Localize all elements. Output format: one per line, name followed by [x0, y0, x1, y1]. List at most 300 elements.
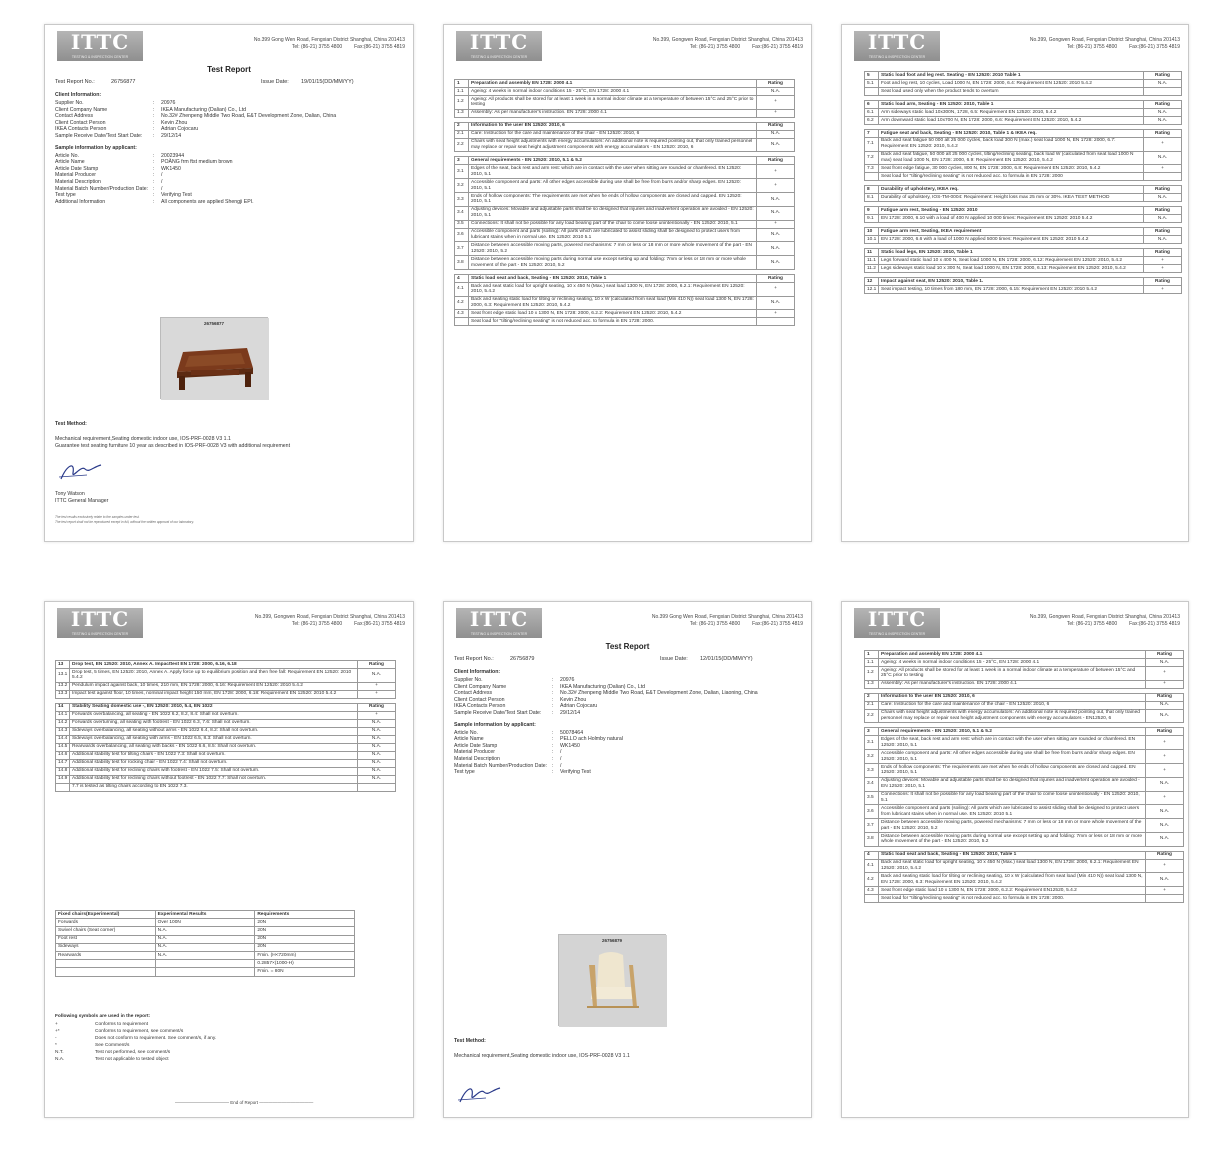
fax: Fax:(86-21) 3755 4819 [1129, 621, 1180, 627]
item-number: 1 [865, 651, 879, 659]
item-number: 4 [455, 274, 469, 282]
item-rating: N.A. [757, 193, 795, 207]
item-rating: + [757, 165, 795, 179]
column-header: Requirements [255, 911, 355, 919]
legend-symbol: - [55, 1036, 57, 1041]
item-number: 3.8 [865, 832, 879, 846]
table-row [865, 701, 1184, 709]
item-description: Static load foot and leg rest. Seating - EN 12520: 2010 Table 1 [879, 72, 1144, 80]
field-value: Kevin Zhou [560, 696, 587, 703]
item-number: 14.4 [56, 735, 70, 743]
item-rating: + [1146, 666, 1184, 680]
disclaimer [55, 515, 194, 524]
table-row [56, 735, 396, 743]
item-number: 14 [56, 703, 70, 711]
tel: Tel: (86-21) 3755 4800 [1066, 44, 1118, 50]
item-rating: N.A. [358, 775, 396, 783]
field-row [55, 172, 405, 179]
item-number: 12 [865, 278, 879, 286]
table-row [56, 682, 396, 690]
method-line: Mechanical requirement,Seating domestic indoor use, IOS-PRF-0028 V3 1.1 [55, 436, 231, 442]
table-cell [56, 968, 156, 976]
item-rating [1144, 87, 1182, 95]
item-number: 2 [865, 693, 879, 701]
item-number: 6.1 [865, 108, 879, 116]
item-rating: Rating [757, 80, 795, 88]
item-number: 4.2 [865, 873, 879, 887]
tel: Tel: (86-21) 3755 4800 [689, 621, 741, 627]
field-row [454, 756, 804, 763]
field-label: Additional Information [55, 198, 106, 205]
field-value: Kevin Zhou [161, 119, 188, 126]
field-label: Material Description [454, 755, 500, 762]
field-colon: : [552, 762, 554, 769]
item-rating: + [1146, 680, 1184, 688]
field-value: / [161, 185, 163, 192]
item-description: Durability of upholstery, IOS-TM-0004: Requirement: Height loss max 25 mm or 30%. IKEA TEST METHOD [879, 194, 1144, 202]
field-label: Material Batch Number/Production Date: [454, 762, 548, 769]
field-label: Contact Address [454, 690, 493, 697]
item-rating: + [1146, 791, 1184, 805]
field-label: Supplier No. [55, 100, 84, 106]
table-row [455, 87, 795, 95]
field-colon: : [153, 172, 155, 179]
item-rating: N.A. [358, 751, 396, 759]
item-rating: N.A. [358, 727, 396, 735]
item-rating: N.A. [1144, 215, 1182, 223]
item-description: EN 1728: 2000, 6.6 with a load of 1000 N applied 5000 times: Requirement EN 12520: 2010 5.4.2 [879, 236, 1144, 244]
item-rating: N.A. [1144, 151, 1182, 165]
item-rating: Rating [1144, 100, 1182, 108]
field-label: Sample Receive Date/Test Start Date: [55, 132, 143, 139]
table-row [56, 711, 396, 719]
item-rating: + [358, 682, 396, 690]
lab-address [980, 37, 1180, 51]
field-colon: : [153, 100, 155, 106]
item-description: Sideways overbalancing, all seating with arms - EN 1022 6.5, 8.3: Shall not overturn. [70, 735, 358, 743]
table-row [865, 887, 1184, 895]
field-value: / [560, 755, 562, 762]
item-description: Seat front edge static load 10 x 1300 N, EN 1728: 2000, 6.2.2: Requirement EN 12520: 2010, 5.4.2 [469, 310, 757, 318]
table-cell: Over 100N [155, 919, 255, 927]
item-rating: Rating [1146, 728, 1184, 736]
section-header-row [865, 100, 1182, 108]
field-colon: : [552, 755, 554, 762]
item-number: 13.3 [56, 690, 70, 698]
item-description: Back and seating static load for tilting or reclining seating, 10 x W (calculated from seat load (Min 410 N)) seat load 1300 N, EN 1728: 2000, 6.3: Requirement EN 12520: 2010, 5.4.2 [469, 296, 757, 310]
item-description: Distance between accessible moving parts during normal use except setting up and folding: 7mm or less or 18 mm or more whole movement of the part - EN 12520: 2010, 5.2 [469, 256, 757, 270]
field-colon: : [153, 185, 155, 192]
field-colon: : [552, 729, 554, 736]
table-row [56, 951, 355, 959]
table-cell: N.A. [155, 943, 255, 951]
item-number: 14.9 [56, 775, 70, 783]
field-label: Article Name [454, 736, 484, 743]
tel: Tel: (86-21) 3755 4800 [689, 44, 741, 50]
field-label: Test type [454, 769, 475, 776]
item-description: Additional stability test for reclining chairs with footrest - EN 1022 7.5: Shall not overturn. [70, 767, 358, 775]
signer-name: Tony Watson [55, 491, 85, 497]
item-number: 8 [865, 186, 879, 194]
test-method [454, 1038, 804, 1060]
legend-item [55, 1035, 385, 1042]
report-no: 26756879 [510, 656, 535, 662]
issue-date: 19/01/15(DD/MM/YY) [301, 79, 354, 85]
item-description: Additional stability test for rocking chair - EN 1022 7.4: Shall not overturn. [70, 759, 358, 767]
item-number: 11.1 [865, 257, 879, 265]
item-number [865, 173, 879, 181]
item-rating: + [1144, 286, 1182, 294]
field-colon: : [552, 769, 554, 776]
item-description: Static load legs, EN 12520: 2010, Table 1 [879, 249, 1144, 257]
item-rating: N.A. [757, 87, 795, 95]
item-number: 3.1 [865, 736, 879, 750]
item-rating: + [358, 690, 396, 698]
item-description: Distance between accessible moving parts, powered mechanisms: 7 mm or less or 18 mm or more whole movement of the part - EN 12520: 2010, 5.2 [469, 242, 757, 256]
field-colon: : [153, 165, 155, 172]
table-cell: 20N [255, 935, 355, 943]
table-row [56, 690, 396, 698]
field-row [454, 736, 804, 743]
field-colon: : [552, 690, 554, 697]
item-number: 3 [865, 728, 879, 736]
item-description: Stability Seating domestic use -, EN 12520: 2010, 5.4, EN 1022 [70, 703, 358, 711]
address-line: No.399, Gongwen Road, Fengxian District Shanghai, China 201413 [1029, 614, 1180, 620]
requirements-table [454, 79, 795, 326]
field-row [454, 730, 804, 737]
section-header-row [455, 80, 795, 88]
table-cell: 0.2857×(1000-H) [255, 960, 355, 968]
item-number: 3 [455, 157, 469, 165]
item-number: 1.2 [455, 95, 469, 109]
address-line: No.399, Gongwen Road, Fengxian District Shanghai, China 201413 [254, 614, 405, 620]
field-value: 50078464 [560, 729, 584, 736]
method-heading: Test Method: [55, 421, 87, 427]
field-colon: : [153, 106, 155, 113]
method-line: Guarantee test seating furniture 10 year as described in IOS-PRF-0028 V3 with additional requirement [55, 443, 291, 449]
field-row [55, 133, 405, 140]
table-row [455, 130, 795, 138]
table-row [56, 968, 355, 976]
item-number: 7 [865, 129, 879, 137]
ittc-logo: ITTC TESTING & INSPECTION CENTER [456, 31, 542, 61]
lab-address [205, 614, 405, 628]
item-number: 3.3 [455, 193, 469, 207]
table-row [455, 138, 795, 152]
item-rating: N.A. [757, 130, 795, 138]
item-description: General requirements - EN 12520: 2010, 5.1 & 5.2 [469, 157, 757, 165]
item-rating: Rating [757, 157, 795, 165]
legend-item [55, 1049, 385, 1056]
section-header-row [865, 228, 1182, 236]
field-row [55, 159, 405, 166]
legend-description: Test not applicable to tested object [95, 1057, 169, 1062]
field-label: Client Contact Person [454, 696, 505, 703]
item-description: Additional stability test for reclining chairs without footrest - EN 1022 7.7: Shall not overturn. [70, 775, 358, 783]
item-rating: + [1144, 137, 1182, 151]
item-rating: N.A. [757, 228, 795, 242]
table-cell: Rearwards [56, 951, 156, 959]
item-description: Chairs with seat height adjustments with energy accumulators: An additional note is required pointing out, that only trained personnel may replace or repair seat height adjustment components with energy accumulators - EN 12520: 2010, 6 [469, 138, 757, 152]
field-value: PELLO ach Holmby natural [560, 736, 623, 743]
table-row [865, 658, 1184, 666]
legend-symbol: * [55, 1043, 57, 1048]
table-row [865, 764, 1184, 778]
lab-address [603, 37, 803, 51]
item-number: 4.1 [455, 282, 469, 296]
section-header-row [865, 207, 1182, 215]
item-rating: N.A. [1146, 873, 1184, 887]
table-row [455, 206, 795, 220]
table-row [455, 193, 795, 207]
field-colon: : [153, 152, 155, 159]
item-description: Fatigue seat and back, Seating - EN 12520: 2010, Table 1 & IKEA req. [879, 129, 1144, 137]
disclaimer-line: The test results exclusively relate to the samples under test. [55, 515, 140, 519]
item-description: Fatigue arm rest, Seating - EN 12520: 2010 [879, 207, 1144, 215]
item-rating: Rating [358, 661, 396, 669]
item-description: Care: Instruction for the care and maintenance of the chair - EN 12520: 2010, 6 [469, 130, 757, 138]
item-description: Connections: It shall not be possible for any load bearing part of the chair to come loose unintentionally - EN 12520: 2010, 5.1 [879, 791, 1146, 805]
item-number: 4.1 [865, 859, 879, 873]
item-description: Durability of upholstery, IKEA req. [879, 186, 1144, 194]
table-row [455, 220, 795, 228]
field-label: Material Description [55, 178, 101, 185]
address-line: No.399, Gongwen Road, Fengxian District Shanghai, China 201413 [1029, 37, 1180, 43]
table-cell: 20N [255, 919, 355, 927]
item-description: Ageing: All products shall be stored for at least 1 week in a normal indoor climate at a temperature of between 15°C and 25°C prior to testing [469, 95, 757, 109]
table-row [455, 95, 795, 109]
section-header-row [865, 693, 1184, 701]
field-colon: : [153, 192, 155, 199]
disclaimer-line: The test report shall not be reproduced except in full, without the written approval of our laboratory. [55, 519, 194, 524]
signer [55, 491, 108, 505]
table-cell: N.A. [155, 951, 255, 959]
item-number [56, 783, 70, 791]
table-row [56, 927, 355, 935]
end-of-report: ———————————— End of Report ———————————— [175, 1100, 314, 1105]
item-number: 10 [865, 228, 879, 236]
item-number: 13 [56, 661, 70, 669]
tel: Tel: (86-21) 3755 4800 [291, 44, 343, 50]
item-rating: N.A. [1146, 709, 1184, 723]
stability-results-table [55, 910, 355, 977]
item-rating: Rating [1146, 693, 1184, 701]
table-row [865, 165, 1182, 173]
legend-symbol: +* [55, 1029, 60, 1034]
table-row [455, 296, 795, 310]
item-description: Foot and leg rest, 10 cycles, Load 1000 N, EN 1728: 2000, 6.4: Requirement EN 12520: 2010 5.4.2 [879, 79, 1144, 87]
item-rating: N.A. [1146, 819, 1184, 833]
section-header-row [865, 651, 1184, 659]
item-rating: N.A. [1144, 116, 1182, 124]
method-line: Mechanical requirement,Seating domestic indoor use, IOS-PRF-0028 V3 1.1 [454, 1053, 630, 1059]
item-rating: N.A. [358, 735, 396, 743]
item-number: 3.2 [865, 750, 879, 764]
issue-date-label: Issue Date: [261, 79, 289, 85]
field-row [55, 186, 405, 193]
field-row [454, 710, 804, 717]
tel: Tel: (86-21) 3755 4800 [1066, 621, 1118, 627]
legend-description: Conforms to requirement [95, 1022, 149, 1027]
item-rating: Rating [1144, 228, 1182, 236]
item-rating: N.A. [358, 759, 396, 767]
item-rating [1144, 173, 1182, 181]
item-number: 3.1 [455, 165, 469, 179]
item-number: 14.7 [56, 759, 70, 767]
field-colon: : [153, 132, 155, 139]
field-row [55, 192, 405, 199]
item-number: 11.2 [865, 265, 879, 273]
item-rating: N.A. [1144, 79, 1182, 87]
item-description: Forwards overbalancing, all seating - EN 1022 6.2, 8.2, 8.4: Shall not overturn. [70, 711, 358, 719]
item-number: 6.2 [865, 116, 879, 124]
item-rating: Rating [358, 703, 396, 711]
fax: Fax:(86-21) 3755 4819 [752, 44, 803, 50]
item-description: Ageing: 4 weeks in normal indoor conditions 15 - 25°C, EN 1728: 2000 4.1 [469, 87, 757, 95]
legend-item [55, 1028, 385, 1035]
item-number: 8.1 [865, 194, 879, 202]
report-page-2 [443, 24, 812, 542]
field-label: Article Date Stamp [55, 165, 99, 172]
report-number-line [55, 79, 405, 85]
field-value: IKEA Manufacturing (Dalian) Co., Ltd [560, 683, 646, 690]
item-number: 9.1 [865, 215, 879, 223]
table-row [865, 87, 1182, 95]
table-row [865, 79, 1182, 87]
field-label: IKEA Contacts Person [454, 703, 506, 710]
item-rating: N.A. [1146, 658, 1184, 666]
logo-subtitle: TESTING & INSPECTION CENTER [868, 55, 926, 59]
item-rating: + [1144, 165, 1182, 173]
header-row [56, 911, 355, 919]
field-label: Article Name [55, 159, 85, 166]
field-colon: : [552, 677, 554, 683]
item-description: Care: Instruction for the care and maintenance of the chair - EN 12520: 2010, 6 [879, 701, 1146, 709]
column-header: Fixed chairs(Experimental) [56, 911, 156, 919]
fax: Fax:(86-21) 3755 4819 [752, 621, 803, 627]
field-colon: : [153, 178, 155, 185]
item-description: Seat load used only when the product tends to overturn [879, 87, 1144, 95]
field-label: Article No. [55, 152, 79, 159]
field-colon: : [552, 749, 554, 756]
item-description: Back and seating static load for tilting or reclining seating, 10 x W (calculated from seat load (Min 410 N)) seat load 1300 N, EN 1728: 2000, 6.3: Requirement EN 12520: 2010, 5.4.2 [879, 873, 1146, 887]
field-label: Test type [55, 192, 76, 199]
table-cell: Foot rest [56, 935, 156, 943]
item-description: Adjusting devices: Movable and adjustable parts shall be so designed that injuries and inadvertent operation are avoided - EN 12520: 2010, 5.1 [469, 206, 757, 220]
legend-description: See Comment/s [95, 1043, 130, 1048]
item-description: Back and seat fatigue 50 000 alt 25 000 cycles, back load 300 N (max.) seat load 1000 N, EN 1728: 2000, 6.7: Requirement EN 12520: 2010, 5.4.2 [879, 137, 1144, 151]
item-number: 12.1 [865, 286, 879, 294]
field-row [55, 199, 405, 206]
item-description: Back and seat static load for upright seating, 10 x 450 N (Max.) seat load 1300 N, EN 1728: 2000, 6.2.1: Requirement EN 12520: 2010, 5.4.2 [879, 859, 1146, 873]
field-value: / [560, 762, 562, 769]
item-rating: + [1146, 887, 1184, 895]
item-rating: Rating [757, 122, 795, 130]
item-number [865, 87, 879, 95]
table-cell: Fmin. = 80N [255, 968, 355, 976]
item-number: 5.1 [865, 79, 879, 87]
logo-subtitle: TESTING & INSPECTION CENTER [470, 55, 528, 59]
item-number: 14.5 [56, 743, 70, 751]
section-header-row [865, 186, 1182, 194]
report-page-6 [841, 601, 1189, 1118]
table-cell [155, 960, 255, 968]
field-row [454, 690, 804, 697]
field-value: 20023944 [161, 152, 185, 159]
table-row [865, 859, 1184, 873]
field-label: Contact Address [55, 113, 94, 120]
item-description: Seat load for "tilting/reclining seating" is not reduced acc. to formula in EN 1728: 2000. [469, 318, 757, 326]
item-description: Accessible component and parts: All other edges accessible during use shall be free from burrs and/or sharp edges. EN 12520: 2010, 5.1 [879, 750, 1146, 764]
item-number: 3.4 [455, 206, 469, 220]
field-label: Client Contact Person [55, 119, 106, 126]
ittc-logo: ITTC TESTING & INSPECTION CENTER [456, 608, 542, 638]
table-row [56, 775, 396, 783]
legend-symbol: + [55, 1022, 58, 1027]
item-description: Adjusting devices: Movable and adjustable parts shall be so designed that injuries and inadvertent operation are avoided - EN 12520: 2010, 5.1 [879, 777, 1146, 791]
table-row [865, 236, 1182, 244]
item-number: 2.1 [455, 130, 469, 138]
item-description: Drop test, 5 times, EN 12520: 2010, Annex A. Apply force up to equilibrium position and then free fall: Requirement EN 12520: 2010 5.4.2 [70, 668, 358, 682]
client-information [55, 89, 405, 205]
table-row [455, 179, 795, 193]
ittc-logo: ITTC TESTING & INSPECTION CENTER [854, 31, 940, 61]
table-row [865, 108, 1182, 116]
item-rating: N.A. [358, 743, 396, 751]
table-row [56, 935, 355, 943]
field-value: / [560, 749, 562, 756]
table-cell: N.A. [155, 927, 255, 935]
section-header-row [455, 157, 795, 165]
field-colon: : [552, 742, 554, 749]
legend-description: Does not conform to requirement. See comment/s, if any. [95, 1036, 217, 1041]
item-rating [757, 318, 795, 326]
item-description: Assembly: As per manufacturer's instruction. EN 1728: 2000 4.1 [469, 109, 757, 117]
item-description: Preparation and assembly EN 1728: 2000 4.1 [879, 651, 1146, 659]
report-page-4 [44, 601, 414, 1118]
item-description: Chairs with seat height adjustments with energy accumulators: An additional note is required pointing out, that only trained personnel may replace or repair seat height adjustment components with energy accumulators - EN12520, 6 [879, 709, 1146, 723]
item-description: Information to the user EN 12520: 2010, 6 [469, 122, 757, 130]
field-row [55, 179, 405, 186]
ittc-logo: ITTC TESTING & INSPECTION CENTER [57, 31, 143, 61]
item-rating: + [757, 220, 795, 228]
item-rating: N.A. [757, 138, 795, 152]
item-description: Back and seat fatigue, 50 000 alt 25 000 cycles, tilting/reclining seating, back load W (calculated from seat load 1000 N max) seat load 1000 N, EN 1728: 2000, 6.9: Requirement EN 12520: 2010, 5.4.2 [879, 151, 1144, 165]
item-number: 10.1 [865, 236, 879, 244]
item-rating: + [757, 95, 795, 109]
legend-symbol: N.T. [55, 1050, 64, 1055]
field-label: IKEA Contacts Person [55, 126, 107, 133]
item-description: Pendulum impact against back, 10 times, 210 mm, EN 1728: 2000, 6.16: Requirement EN 12520: 2010 5.4.2 [70, 682, 358, 690]
item-number: 4 [865, 851, 879, 859]
field-row [454, 763, 804, 770]
table-row [56, 783, 396, 791]
fax: Fax:(86-21) 3755 4819 [1129, 44, 1180, 50]
address-line: No.399 Gong Wen Road, Fengxian District Shanghai, China 201413 [651, 614, 803, 620]
table-row [56, 719, 396, 727]
item-rating: N.A. [757, 206, 795, 220]
requirements-table [864, 650, 1184, 903]
table-row [865, 257, 1182, 265]
item-number: 6 [865, 100, 879, 108]
section-header-row [865, 728, 1184, 736]
field-colon: : [552, 683, 554, 690]
item-description: Edges of the seat, back rest and arm rest: which are in contact with the user when sitting are rounded or chamfered. EN 12520: 2010, 5.1 [879, 736, 1146, 750]
item-description: Accessible component and parts (soiling): All parts which are lubricated to assist sliding shall be designed to protect users from lubricant stains when in normal use. EN 12520: 2010 5.1 [469, 228, 757, 242]
section-header-row [56, 703, 396, 711]
item-number: 1.1 [455, 87, 469, 95]
report-page-5 [443, 601, 812, 1118]
